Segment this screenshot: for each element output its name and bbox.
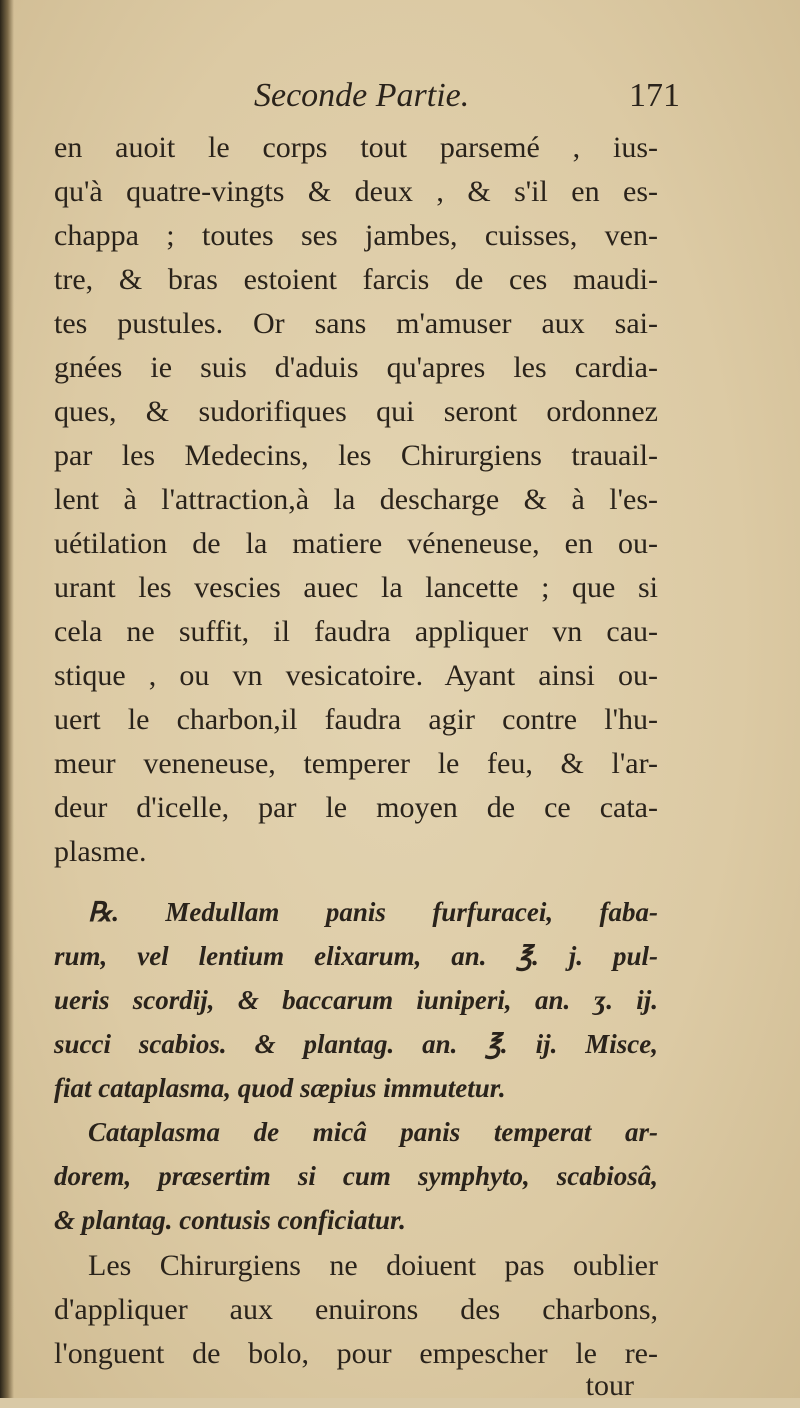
- recipe-line: rum, vel lentium elixarum, an. ℥. j. pul-: [54, 941, 658, 971]
- text-line: lent à l'attraction,à la descharge & à l'es-: [54, 483, 658, 516]
- recipe-line: fiat cataplasma, quod sæpius immutetur.: [54, 1073, 506, 1103]
- page-number: 171: [629, 77, 680, 114]
- text-line: tes pustules. Or sans m'amuser aux sai-: [54, 307, 658, 340]
- text-line: stique , ou vn vesicatoire. Ayant ainsi ou-: [54, 659, 658, 692]
- text-line: cela ne suffit, il faudra appliquer vn cau-: [54, 615, 658, 648]
- text-line: d'appliquer aux enuirons des charbons,: [54, 1293, 658, 1326]
- text-line: chappa ; toutes ses jambes, cuisses, ven-: [54, 219, 658, 252]
- recipe-line: dorem, præsertim si cum symphyto, scabiosâ,: [54, 1161, 658, 1191]
- text-line: par les Medecins, les Chirurgiens trauail-: [54, 439, 658, 472]
- running-header: [254, 74, 680, 118]
- text-line: uert le charbon,il faudra agir contre l'hu-: [54, 703, 658, 736]
- text-line: en auoit le corps tout parsemé , ius-: [54, 131, 658, 164]
- recipe-line: ℞. Medullam panis furfuracei, faba-: [88, 897, 658, 927]
- text-line: uétilation de la matiere véneneuse, en ou-: [54, 527, 658, 560]
- text-line: tre, & bras estoient farcis de ces maudi-: [54, 263, 658, 296]
- catchword: tour: [585, 1369, 634, 1402]
- text-line: deur d'icelle, par le moyen de ce cata-: [54, 791, 658, 824]
- book-spine-shadow: [0, 0, 14, 1398]
- text-line: gnées ie suis d'aduis qu'apres les cardia-: [54, 351, 658, 384]
- recipe-line: Cataplasma de micâ panis temperat ar-: [88, 1117, 658, 1147]
- text-line: urant les vescies auec la lancette ; que si: [54, 571, 658, 604]
- text-line: ques, & sudorifiques qui seront ordonnez: [54, 395, 658, 428]
- recipe-line: ueris scordij, & baccarum iuniperi, an. ʒ. ij.: [54, 985, 658, 1015]
- text-line: l'onguent de bolo, pour empescher le re-: [54, 1337, 658, 1370]
- recipe-line: & plantag. contusis conficiatur.: [54, 1205, 406, 1235]
- text-line: Les Chirurgiens ne doiuent pas oublier: [88, 1249, 658, 1282]
- running-title: Seconde Partie.: [254, 77, 470, 114]
- text-line: plasme.: [54, 835, 147, 868]
- text-line: meur veneneuse, temperer le feu, & l'ar-: [54, 747, 658, 780]
- recipe-line: succi scabios. & plantag. an. ℥. ij. Misce,: [54, 1029, 658, 1059]
- text-line: qu'à quatre-vingts & deux , & s'il en es-: [54, 175, 658, 208]
